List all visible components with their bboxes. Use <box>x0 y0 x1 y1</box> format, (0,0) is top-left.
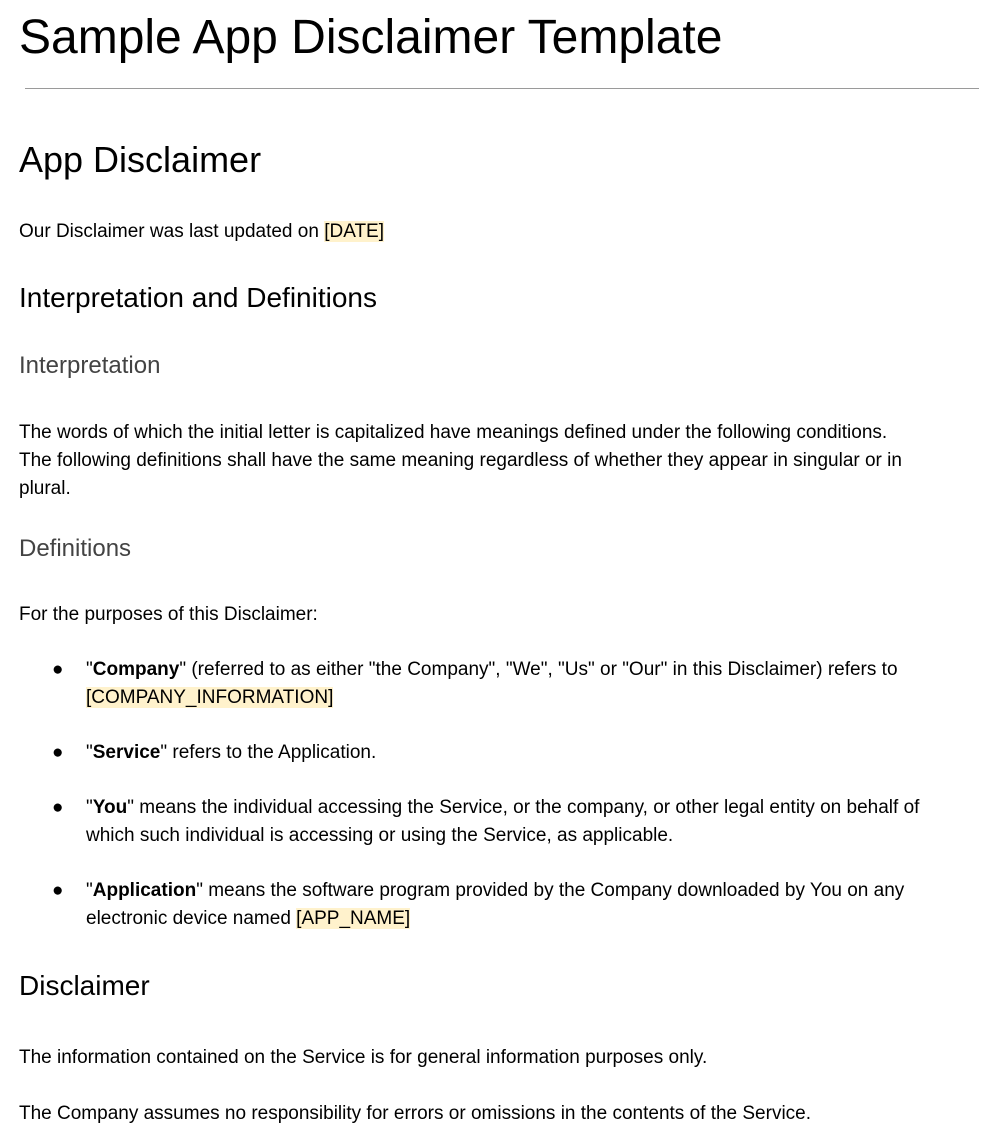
definition-term: Application <box>92 880 197 901</box>
close-quote: " <box>160 742 168 763</box>
definition-term: Company <box>92 659 180 680</box>
last-updated-line <box>19 218 989 246</box>
definition-you-line-1 <box>86 794 919 822</box>
definition-application-line-2 <box>86 905 410 933</box>
last-updated-prefix: Our Disclaimer was last updated on <box>19 221 325 242</box>
definition-text: (referred to as either "the Company", "We", "Us" or "Our" in this Disclaimer) refers to <box>186 659 898 680</box>
close-quote: " <box>196 880 203 901</box>
bullet-glyph: ● <box>52 797 64 818</box>
disclaimer-paragraph-2: The Company assumes no responsibility for errors or omissions in the contents of the Service. <box>19 1103 812 1124</box>
company-information-placeholder: [COMPANY_INFORMATION] <box>86 687 334 708</box>
disclaimer-paragraph-1: The information contained on the Service is for general information purposes only. <box>19 1047 708 1068</box>
bullet-glyph: ● <box>52 659 64 680</box>
definition-text: refers to the Application. <box>167 742 377 763</box>
heading-disclaimer: Disclaimer <box>19 970 150 1001</box>
bullet-glyph: ● <box>52 742 64 763</box>
definition-company-line-1 <box>86 656 898 684</box>
open-quote: " <box>86 880 93 901</box>
definition-text: electronic device named <box>86 908 297 929</box>
document-title: Sample App Disclaimer Template <box>19 11 723 64</box>
definition-company-line-2 <box>86 684 333 712</box>
close-quote: " <box>127 797 134 818</box>
definition-term: You <box>92 797 128 818</box>
bullet-glyph: ● <box>52 880 64 901</box>
definition-term: Service <box>92 742 161 763</box>
open-quote: " <box>86 742 93 763</box>
heading-definitions: Definitions <box>19 535 132 562</box>
definition-application-line-1 <box>86 877 904 905</box>
open-quote: " <box>86 797 93 818</box>
date-placeholder: [DATE] <box>324 221 385 242</box>
interpretation-line-3: plural. <box>19 478 71 499</box>
definitions-intro: For the purposes of this Disclaimer: <box>19 604 318 625</box>
definition-you-line-2: which such individual is accessing or using the Service, as applicable. <box>86 825 674 846</box>
open-quote: " <box>86 659 93 680</box>
heading-app-disclaimer: App Disclaimer <box>19 139 262 180</box>
close-quote: " <box>179 659 187 680</box>
interpretation-line-1: The words of which the initial letter is capitalized have meanings defined under the following conditions. <box>19 422 888 443</box>
definition-text: means the individual accessing the Service, or the company, or other legal entity on behalf of <box>133 797 920 818</box>
app-name-placeholder: [APP_NAME] <box>296 908 411 929</box>
heading-interpretation-definitions: Interpretation and Definitions <box>19 282 377 313</box>
heading-interpretation: Interpretation <box>19 352 161 379</box>
definition-text: means the software program provided by the Company downloaded by You on any <box>202 880 905 901</box>
interpretation-line-2: The following definitions shall have the same meaning regardless of whether they appear in singular or in <box>19 450 902 471</box>
title-divider <box>25 88 979 89</box>
definition-service-line-1 <box>86 739 376 767</box>
